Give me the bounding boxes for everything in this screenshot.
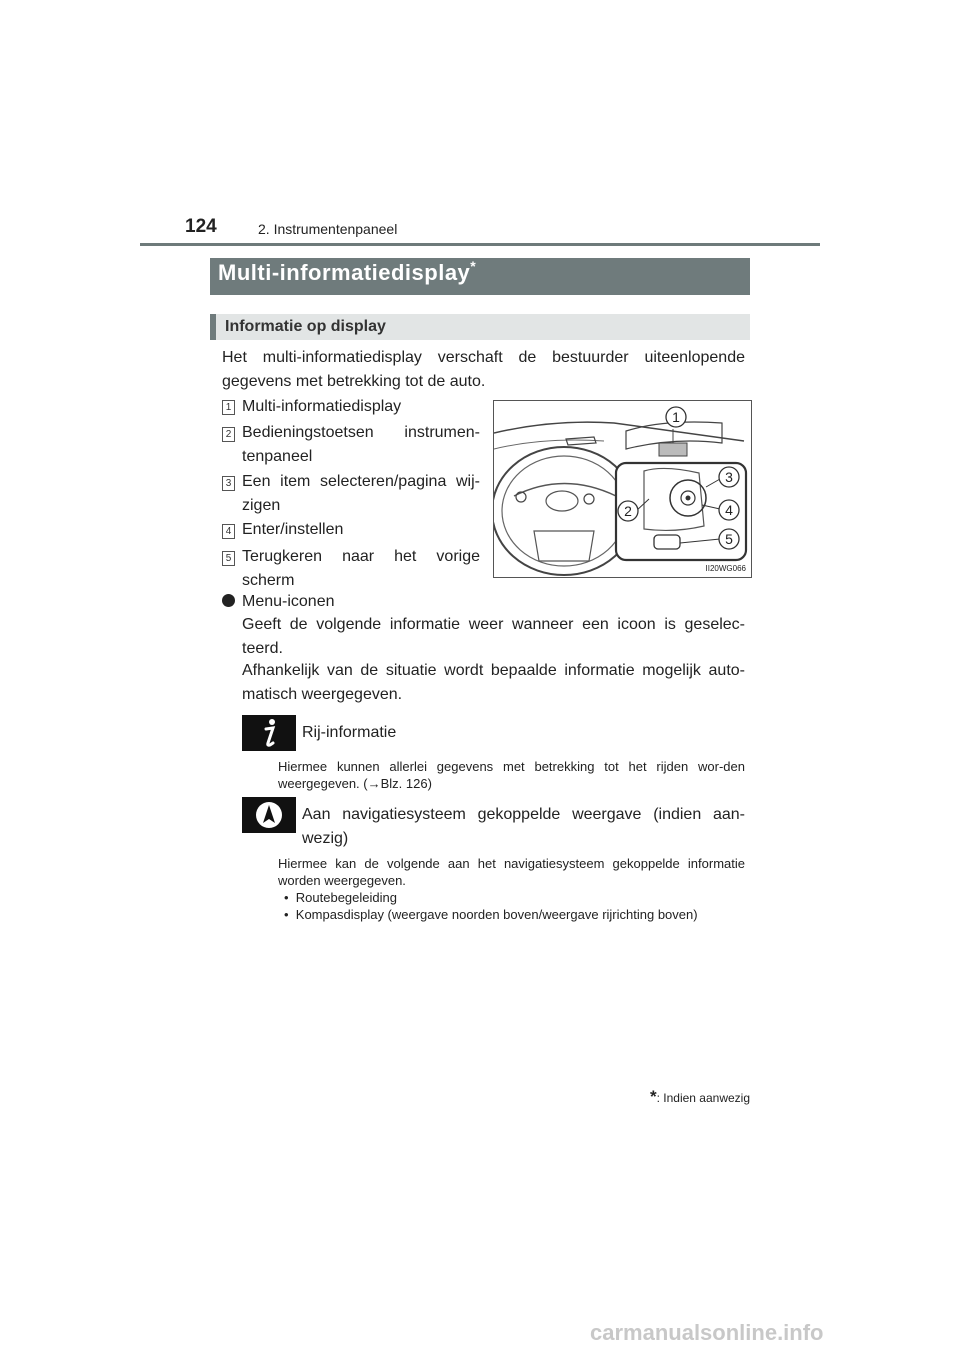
subsection-title: Informatie op display [225,318,386,335]
item-number: 1 [222,400,235,415]
page-number: 124 [185,216,217,237]
chapter-title: 2. Instrumentenpaneel [258,221,398,237]
info-icon-description: Hiermee kunnen allerlei gegevens met betrekking tot het rijden wor-den weergegeven. (→Blz. 126) [278,759,745,791]
bullet-icon [222,594,235,607]
steering-wheel-drawing [494,401,751,577]
list-item: Enter/instellen [242,521,344,538]
info-icon-label: Rij-informatie [302,724,397,741]
item-number: 2 [222,427,235,442]
item-number: 3 [222,476,235,491]
intro-paragraph: Het multi-informatiedisplay verschaft de bestuurder uiteenlopende gegevens met betrekking tot de auto. [222,349,745,390]
list-item: Multi-informatiedisplay [242,398,402,415]
footnote: *: Indien aanwezig [649,1087,750,1106]
watermark: carmanualsonline.info [590,1320,824,1345]
section-title: Multi-informatiedisplay* [218,258,477,285]
header-rule [140,243,820,246]
callout-1: 1 [672,409,680,425]
navigation-icon-label: Aan navigatiesysteem gekoppelde weergave (indien aan-wezig) [302,806,745,847]
title-asterisk: * [470,258,477,274]
list-item: Terugkeren naar het vorige scherm [242,548,480,589]
navigation-icon-description: Hiermee kan de volgende aan het navigatiesysteem gekoppelde informatie worden weergegeven. [278,856,745,888]
list-item: • Kompasdisplay (weergave noorden boven/weergave rijrichting boven) [284,907,698,922]
steering-wheel-illustration [493,400,752,578]
footnote-asterisk: * [649,1087,657,1106]
navigation-icon [242,797,296,833]
callout-3: 3 [725,469,733,485]
callout-5: 5 [725,531,733,547]
illustration-code: II20WG066 [705,564,746,573]
menu-icons-heading: Menu-iconen [242,593,335,610]
callout-4: 4 [725,502,733,518]
item-number: 4 [222,524,235,539]
list-item: Bedieningstoetsen instrumen-tenpaneel [242,424,480,465]
menu-icons-description: Geeft de volgende informatie weer wanneer een icoon is geselec-teerd. [242,616,745,657]
menu-icons-note: Afhankelijk van de situatie wordt bepaalde informatie mogelijk auto-matisch weergegeven. [242,662,745,703]
subsection-accent [210,314,216,340]
list-item: • Routebegeleiding [284,890,397,905]
info-icon [242,715,296,751]
item-number: 5 [222,551,235,566]
callout-2: 2 [624,503,632,519]
list-item: Een item selecteren/pagina wij-zigen [242,473,480,514]
